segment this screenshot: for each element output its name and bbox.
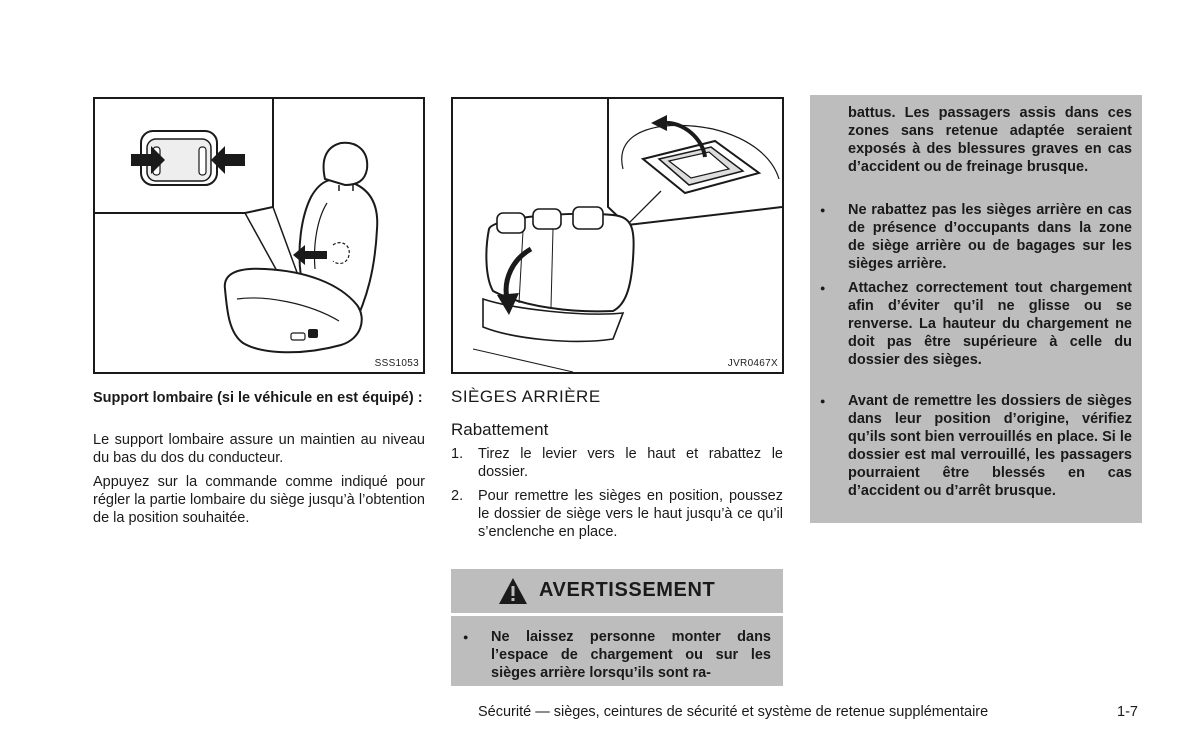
- rear-seat-folding-illustration: [453, 99, 782, 372]
- lumbar-paragraph-2: Appuyez sur la commande comme indiqué pour régler la partie lombaire du siège jusqu’à l’obtention de la position souhaitée.: [93, 474, 425, 526]
- warning-triangle-icon: [498, 577, 528, 605]
- warning-continued-paragraph: battus. Les passagers assis dans ces zones sans retenue adaptée seraient exposés à des blessures graves en cas d’accident ou de freinage brusque.: [848, 105, 1132, 175]
- warning-item-text: Attachez correctement tout chargement afin d’éviter qu’il ne glisse ou se renverse. La hauteur du chargement ne doit pas être supérieure à celle du dossier des sièges.: [848, 280, 1132, 368]
- step-1: [451, 445, 783, 481]
- warning-header: [451, 569, 783, 613]
- footer-chapter-title: Sécurité — sièges, ceintures de sécurité et système de retenue supplémentaire: [478, 704, 989, 720]
- warning-item-text: Ne rabattez pas les sièges arrière en cas de présence d’occupants dans la zone de siège arrière ou de bagages sur les sièges arrière.: [848, 202, 1132, 272]
- warning-continuation-panel: [810, 95, 1142, 523]
- subsection-title: Rabattement: [451, 420, 549, 439]
- figure-code: SSS1053: [374, 358, 419, 369]
- figure-lumbar-support: [93, 97, 425, 374]
- warning-title: AVERTISSEMENT: [539, 579, 716, 601]
- warning-item-text: Avant de remettre les dossiers de sièges dans leur position d’origine, vérifiez qu’ils sont bien verrouillés en place. Si le dossier est mal verrouillé, les passagers pourraient être blessés en cas d’accident ou d’arrêt brusque.: [848, 393, 1132, 499]
- step-text: Tirez le levier vers le haut et rabattez le dossier.: [478, 446, 783, 480]
- bullet-icon: ●: [820, 396, 826, 406]
- warning-item: [820, 392, 1132, 518]
- warning-item: [463, 628, 771, 684]
- warning-body: [451, 616, 783, 686]
- bullet-icon: ●: [820, 283, 826, 293]
- warning-item: [820, 201, 1132, 273]
- figure-rear-seat-folding: [451, 97, 784, 374]
- step-number: 1.: [451, 446, 464, 462]
- warning-continued-text: [810, 104, 1132, 194]
- bullet-icon: ●: [820, 205, 826, 215]
- step-number: 2.: [451, 488, 464, 504]
- warning-item: [820, 279, 1132, 387]
- footer-page-number: 1-7: [1117, 704, 1138, 720]
- section-title: SIÈGES ARRIÈRE: [451, 387, 601, 406]
- lumbar-heading: Support lombaire (si le véhicule en est équipé) :: [93, 390, 423, 406]
- bullet-icon: ●: [463, 632, 469, 642]
- figure-code: JVR0467X: [727, 358, 778, 369]
- step-2: [451, 487, 783, 559]
- lumbar-support-illustration: [95, 99, 423, 372]
- warning-item-text: Ne laissez personne monter dans l’espace de chargement ou sur les sièges arrière lorsqu’ils sont ra-: [491, 629, 771, 681]
- lumbar-paragraph-1: Le support lombaire assure un maintien au niveau du bas du dos du conducteur.: [93, 432, 425, 466]
- step-text: Pour remettre les sièges en position, poussez le dossier de siège vers le haut jusqu’à ce qu’il s’enclenche en place.: [478, 488, 783, 540]
